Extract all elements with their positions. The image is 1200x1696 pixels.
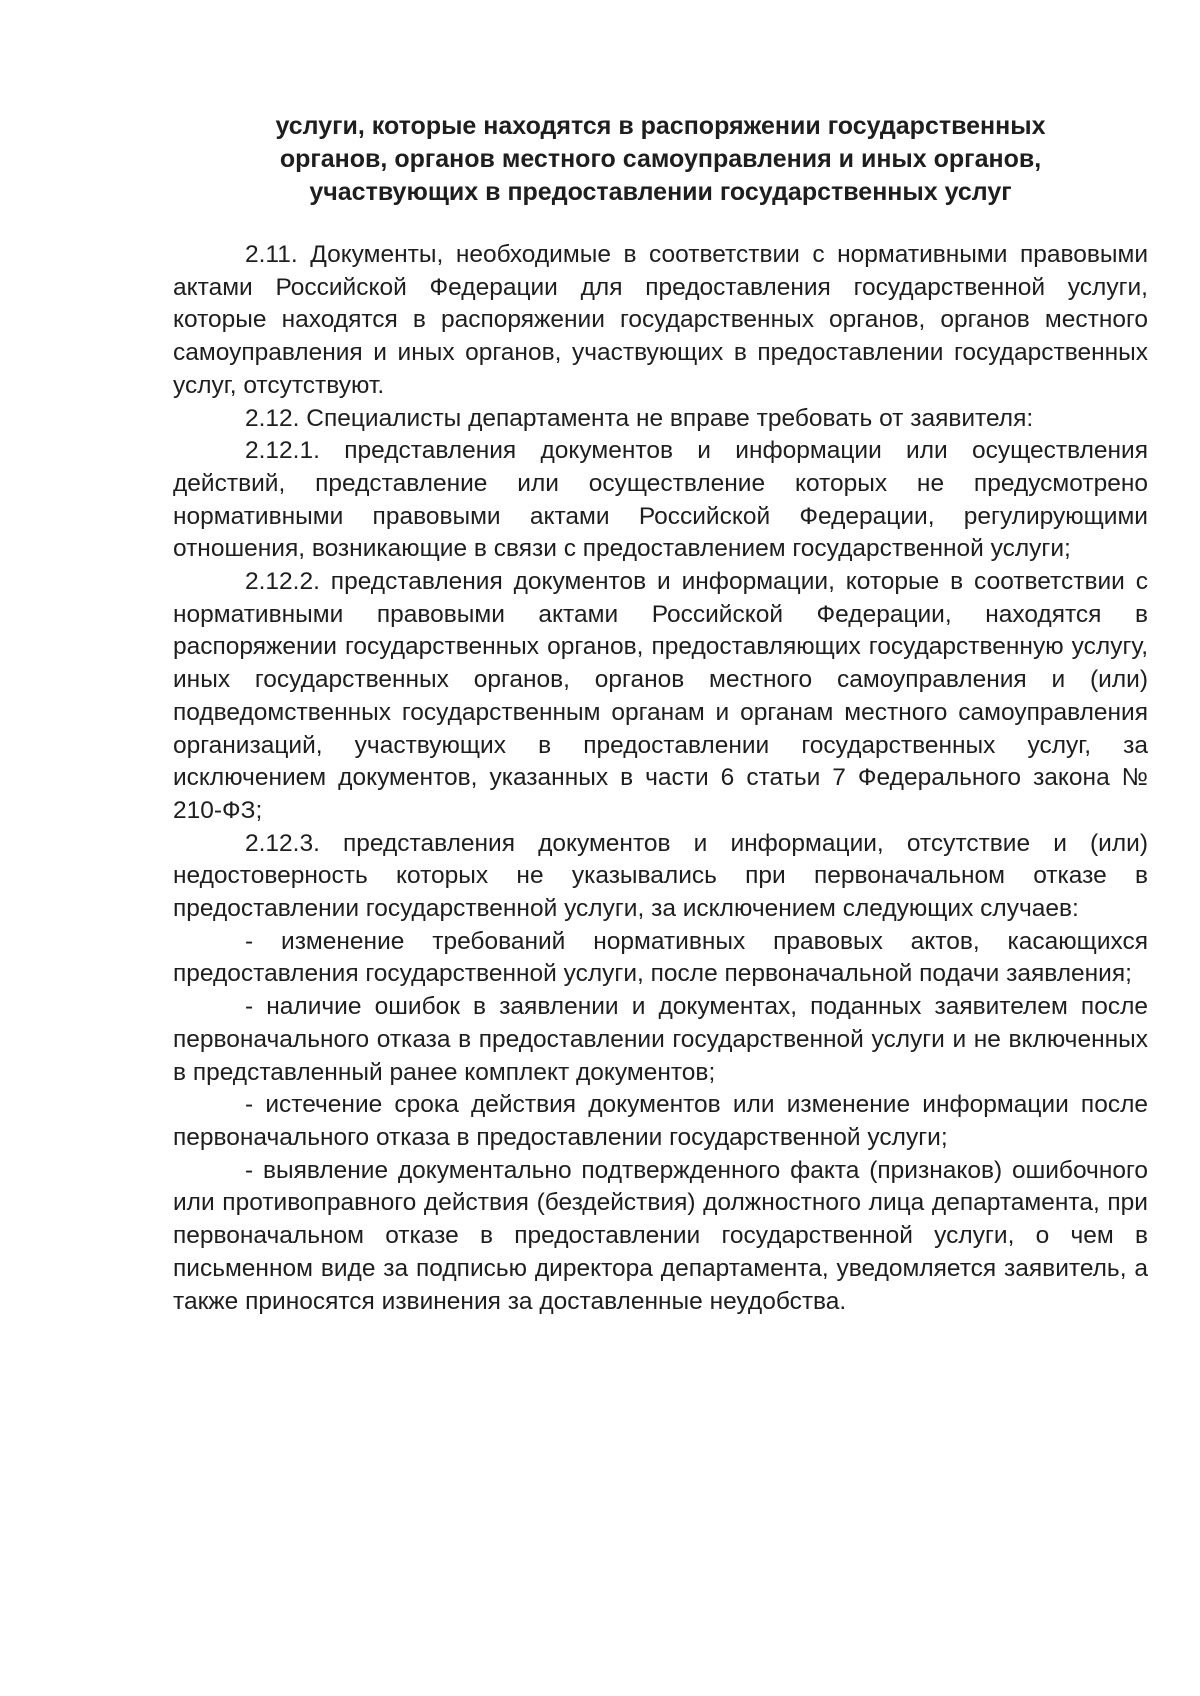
paragraph-2-12-1: 2.12.1. представления документов и информации или осуществления действий, представление или осуществление которых не предусмотрено нормативными правовыми актами Российской Федерации, регулирующими отношения, возникающие в связи с предоставлением государственной услуги;	[173, 437, 1148, 563]
paragraph-2-12: 2.12. Специалисты департамента не вправе требовать от заявителя:	[245, 404, 1034, 432]
document-body	[173, 239, 1148, 1318]
paragraph-2-11: 2.11. Документы, необходимые в соответствии с нормативными правовыми актами Российской Федерации для предоставления государственной услуги, которые находятся в распоряжении государственных органов, органов местного самоуправления и иных органов, участвующих в предоставлении государственных услуг, отсутствуют.	[173, 241, 1148, 399]
paragraph-2-12-3: 2.12.3. представления документов и информации, отсутствие и (или) недостоверность которых не указывались при первоначальном отказе в предоставлении государственной услуги, за исключением следующих случаев:	[173, 829, 1148, 923]
list-item-errors: - наличие ошибок в заявлении и документах, поданных заявителем после первоначального отказа в предоставлении государственной услуги и не включенных в представленный ранее комплект документов;	[173, 993, 1148, 1086]
heading-line: органов, органов местного самоуправления и иных органов,	[279, 145, 1042, 173]
section-heading	[173, 110, 1148, 209]
document-page	[173, 110, 1148, 1318]
heading-line: участвующих в предоставлении государственных услуг	[309, 178, 1012, 206]
list-item-wrongful-action: - выявление документально подтвержденного факта (признаков) ошибочного или противоправного действия (бездействия) должностного лица департамента, при первоначальном отказе в предоставлении государственной услуги, о чем в письменном виде за подписью директора департамента, уведомляется заявитель, а также приносятся извинения за доставленные неудобства.	[173, 1156, 1148, 1315]
list-item-requirements-change: - изменение требований нормативных правовых актов, касающихся предоставления государственной услуги, после первоначальной подачи заявления;	[173, 927, 1148, 988]
list-item-expiry: - истечение срока действия документов или изменение информации после первоначального отказа в предоставлении государственной услуги;	[173, 1091, 1148, 1151]
paragraph-2-12-2: 2.12.2. представления документов и информации, которые в соответствии с нормативными правовыми актами Российской Федерации, находятся в распоряжении государственных органов, предоставляющих государственную услугу, иных государственных органов, органов местного самоуправления и (или) подведомственных государственным органам и органам местного самоуправления организаций, участвующих в предоставлении государственных услуг, за исключением документов, указанных в части 6 статьи 7 Федерального закона № 210-ФЗ;	[173, 568, 1148, 824]
heading-line: услуги, которые находятся в распоряжении государственных	[275, 112, 1046, 140]
